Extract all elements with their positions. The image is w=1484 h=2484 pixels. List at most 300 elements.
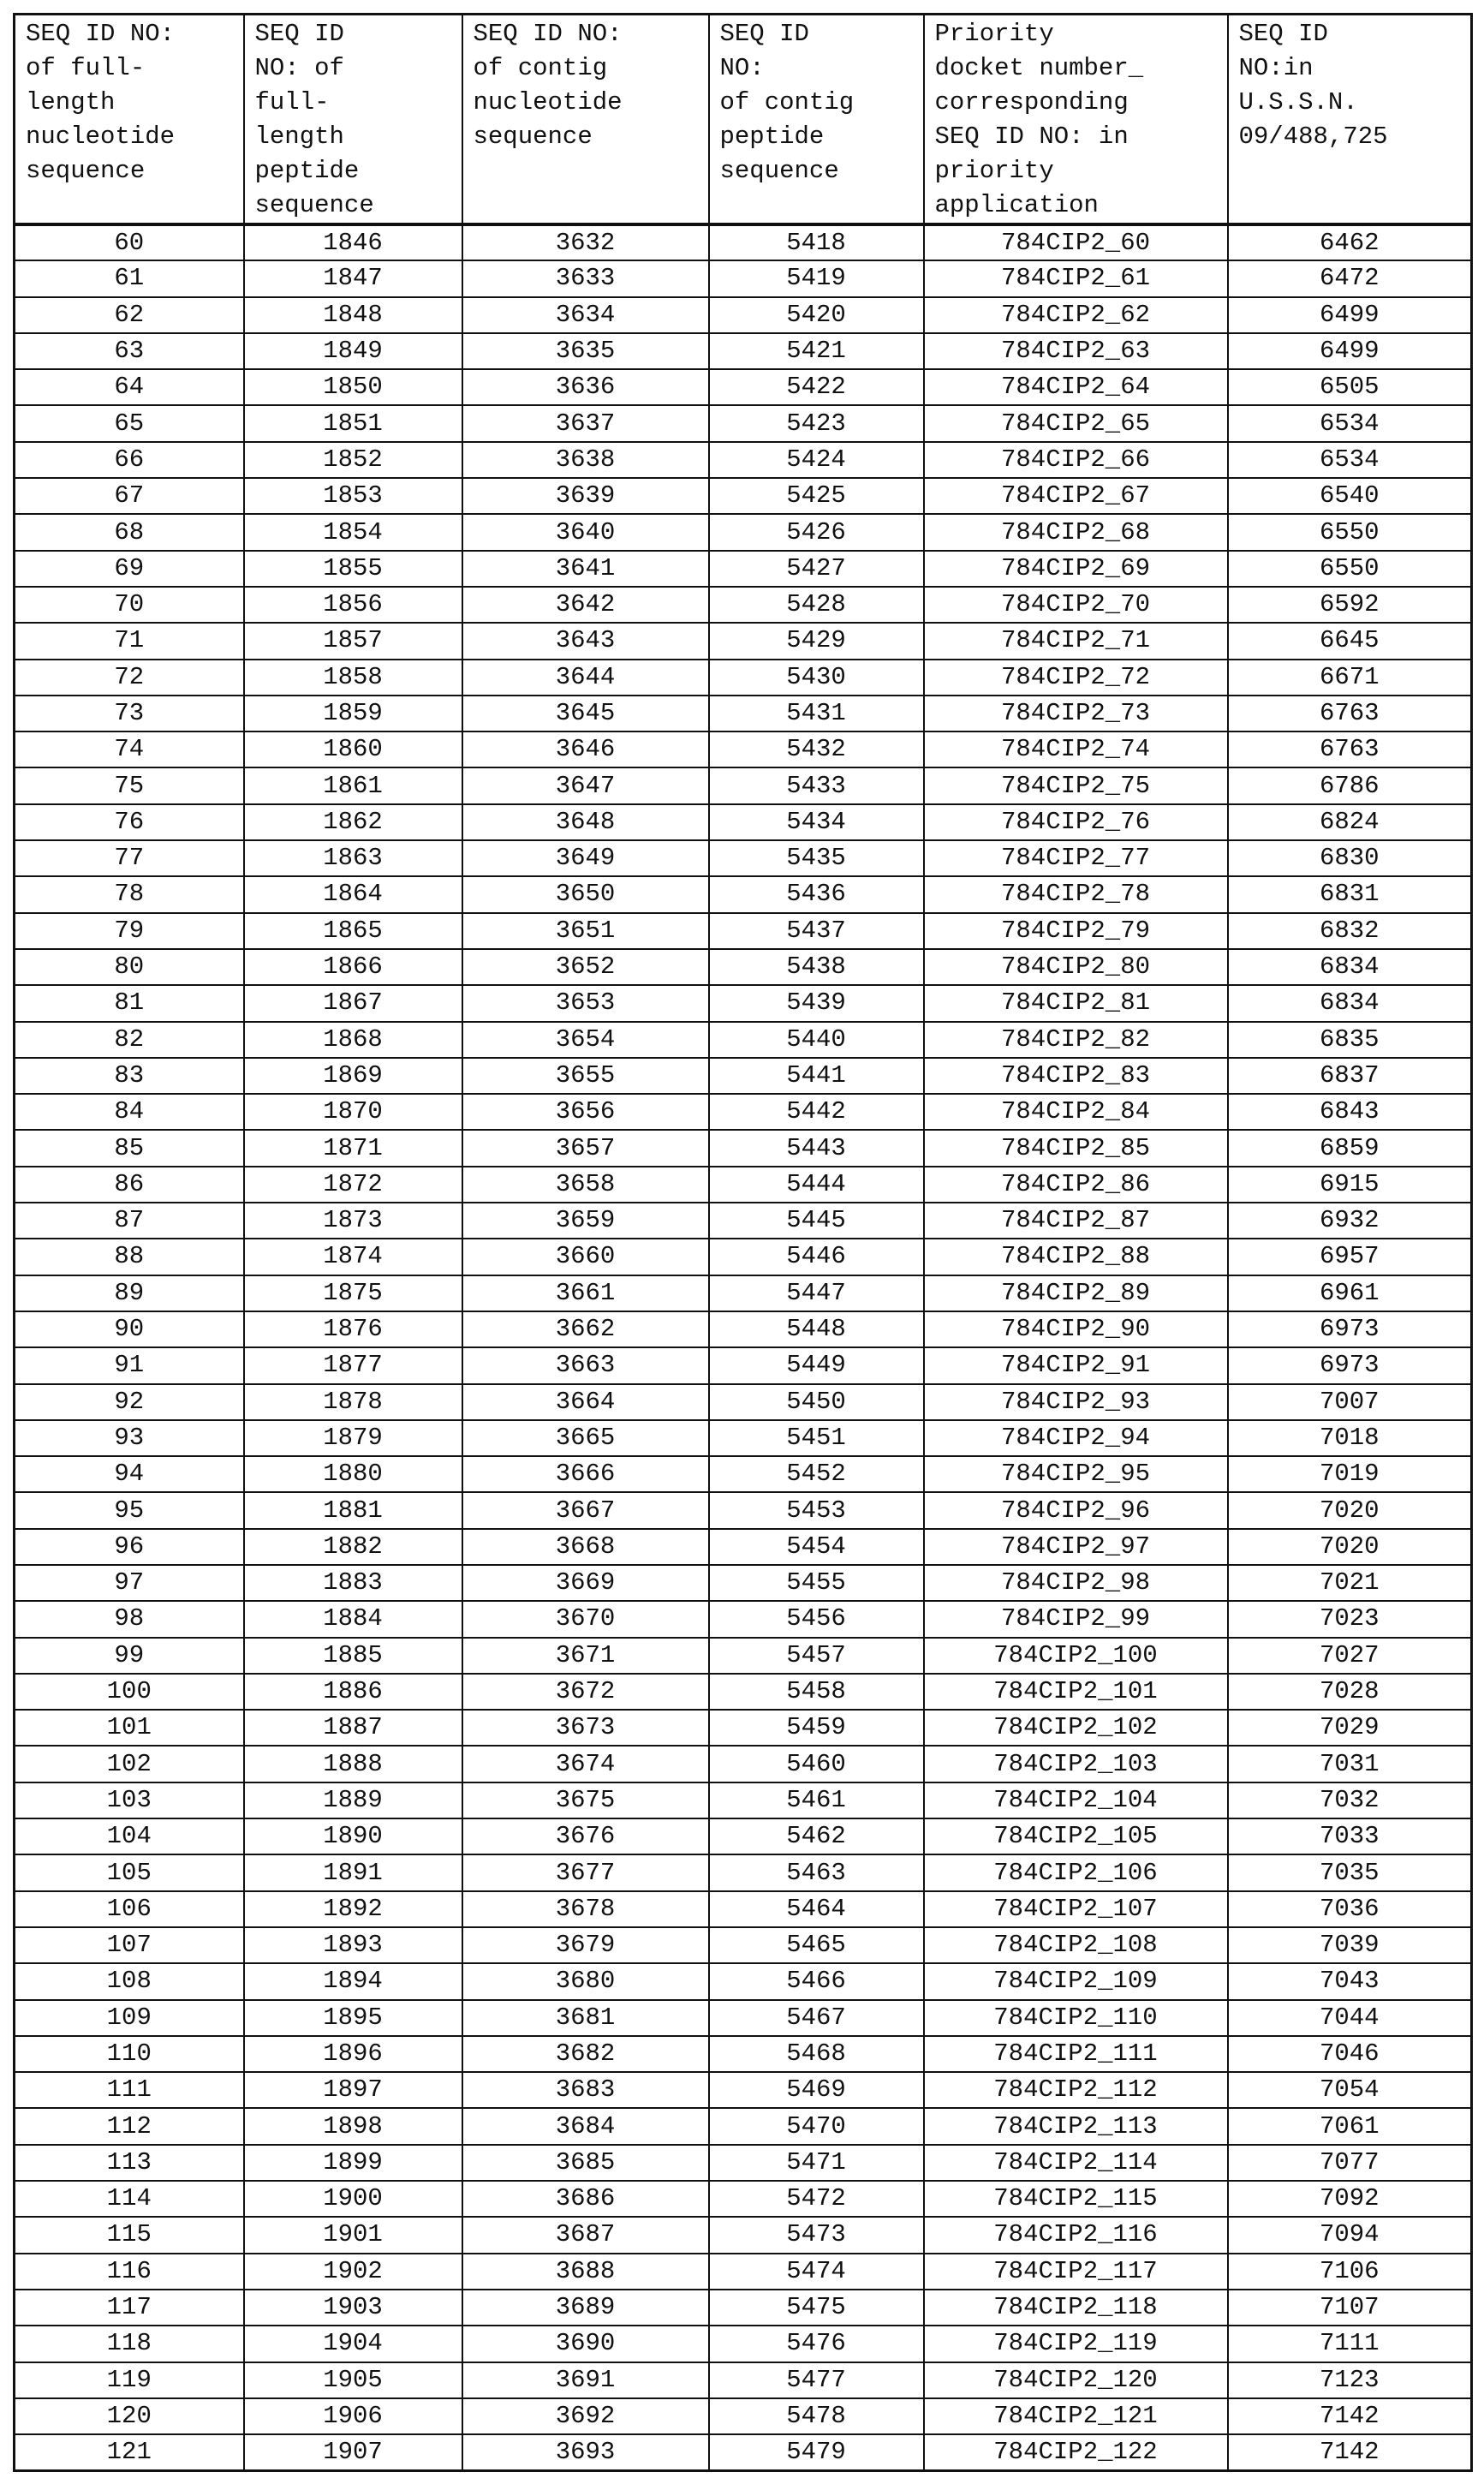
ussn-seq-id-cell: 6932 — [1228, 1203, 1472, 1239]
table-row — [15, 696, 1472, 731]
contig-peptide-cell: 5448 — [709, 1311, 924, 1347]
contig-peptide-cell: 5430 — [709, 660, 924, 696]
contig-nucleotide-cell: 3635 — [462, 333, 709, 369]
full-length-peptide-cell: 1885 — [244, 1638, 462, 1674]
full-length-nucleotide-cell: 88 — [15, 1239, 244, 1275]
full-length-peptide-cell: 1876 — [244, 1311, 462, 1347]
contig-peptide-cell: 5451 — [709, 1420, 924, 1456]
contig-nucleotide-cell: 3666 — [462, 1456, 709, 1492]
full-length-nucleotide-cell: 83 — [15, 1058, 244, 1094]
contig-nucleotide-cell: 3647 — [462, 767, 709, 803]
contig-peptide-cell: 5477 — [709, 2362, 924, 2398]
contig-nucleotide-cell: 3682 — [462, 2036, 709, 2072]
table-row — [15, 2145, 1472, 2181]
contig-peptide-cell: 5440 — [709, 1022, 924, 1058]
table-row — [15, 1746, 1472, 1782]
table-row — [15, 2108, 1472, 2144]
ussn-seq-id-cell: 6973 — [1228, 1311, 1472, 1347]
priority-docket-cell: 784CIP2_64 — [924, 369, 1228, 405]
contig-nucleotide-cell: 3665 — [462, 1420, 709, 1456]
contig-nucleotide-cell: 3668 — [462, 1529, 709, 1565]
header-contig-peptide: SEQ ID NO: of contig peptide sequence — [709, 15, 924, 225]
priority-docket-cell: 784CIP2_68 — [924, 514, 1228, 550]
contig-nucleotide-cell: 3641 — [462, 551, 709, 587]
full-length-peptide-cell: 1884 — [244, 1601, 462, 1637]
priority-docket-cell: 784CIP2_74 — [924, 731, 1228, 767]
table-row — [15, 551, 1472, 587]
ussn-seq-id-cell: 7031 — [1228, 1746, 1472, 1782]
full-length-nucleotide-cell: 108 — [15, 1963, 244, 1999]
header-ussn-seq-id: SEQ ID NO:in U.S.S.N. 09/488,725 — [1228, 15, 1472, 225]
contig-peptide-cell: 5445 — [709, 1203, 924, 1239]
ussn-seq-id-cell: 7142 — [1228, 2398, 1472, 2434]
priority-docket-cell: 784CIP2_106 — [924, 1854, 1228, 1890]
contig-nucleotide-cell: 3669 — [462, 1565, 709, 1601]
ussn-seq-id-cell: 6973 — [1228, 1347, 1472, 1383]
contig-peptide-cell: 5459 — [709, 1710, 924, 1746]
table-row — [15, 297, 1472, 333]
full-length-nucleotide-cell: 92 — [15, 1384, 244, 1420]
priority-docket-cell: 784CIP2_114 — [924, 2145, 1228, 2181]
contig-peptide-cell: 5460 — [709, 1746, 924, 1782]
full-length-peptide-cell: 1888 — [244, 1746, 462, 1782]
table-row — [15, 2362, 1472, 2398]
full-length-nucleotide-cell: 94 — [15, 1456, 244, 1492]
table-row — [15, 1565, 1472, 1601]
priority-docket-cell: 784CIP2_107 — [924, 1891, 1228, 1927]
contig-nucleotide-cell: 3648 — [462, 804, 709, 840]
priority-docket-cell: 784CIP2_85 — [924, 1130, 1228, 1166]
contig-nucleotide-cell: 3632 — [462, 224, 709, 260]
full-length-peptide-cell: 1902 — [244, 2254, 462, 2290]
full-length-peptide-cell: 1856 — [244, 587, 462, 623]
full-length-peptide-cell: 1894 — [244, 1963, 462, 1999]
ussn-seq-id-cell: 6645 — [1228, 623, 1472, 659]
table-row — [15, 1782, 1472, 1818]
full-length-nucleotide-cell: 104 — [15, 1818, 244, 1854]
full-length-nucleotide-cell: 71 — [15, 623, 244, 659]
table-row — [15, 514, 1472, 550]
full-length-nucleotide-cell: 101 — [15, 1710, 244, 1746]
contig-peptide-cell: 5444 — [709, 1167, 924, 1203]
full-length-peptide-cell: 1847 — [244, 260, 462, 296]
contig-nucleotide-cell: 3634 — [462, 297, 709, 333]
ussn-seq-id-cell: 6671 — [1228, 660, 1472, 696]
full-length-peptide-cell: 1865 — [244, 913, 462, 949]
contig-peptide-cell: 5424 — [709, 442, 924, 478]
full-length-peptide-cell: 1901 — [244, 2217, 462, 2253]
full-length-nucleotide-cell: 64 — [15, 369, 244, 405]
full-length-peptide-cell: 1871 — [244, 1130, 462, 1166]
full-length-nucleotide-cell: 91 — [15, 1347, 244, 1383]
ussn-seq-id-cell: 7018 — [1228, 1420, 1472, 1456]
table-row — [15, 2072, 1472, 2108]
contig-peptide-cell: 5441 — [709, 1058, 924, 1094]
contig-peptide-cell: 5420 — [709, 297, 924, 333]
full-length-peptide-cell: 1906 — [244, 2398, 462, 2434]
ussn-seq-id-cell: 7107 — [1228, 2290, 1472, 2326]
ussn-seq-id-cell: 6834 — [1228, 949, 1472, 985]
ussn-seq-id-cell: 6550 — [1228, 551, 1472, 587]
contig-nucleotide-cell: 3673 — [462, 1710, 709, 1746]
contig-nucleotide-cell: 3683 — [462, 2072, 709, 2108]
full-length-nucleotide-cell: 109 — [15, 2000, 244, 2036]
table-row — [15, 1710, 1472, 1746]
contig-nucleotide-cell: 3690 — [462, 2326, 709, 2362]
contig-peptide-cell: 5426 — [709, 514, 924, 550]
contig-nucleotide-cell: 3659 — [462, 1203, 709, 1239]
full-length-peptide-cell: 1891 — [244, 1854, 462, 1890]
ussn-seq-id-cell: 7123 — [1228, 2362, 1472, 2398]
priority-docket-cell: 784CIP2_95 — [924, 1456, 1228, 1492]
ussn-seq-id-cell: 6786 — [1228, 767, 1472, 803]
ussn-seq-id-cell: 7077 — [1228, 2145, 1472, 2181]
table-row — [15, 478, 1472, 514]
full-length-nucleotide-cell: 118 — [15, 2326, 244, 2362]
full-length-peptide-cell: 1859 — [244, 696, 462, 731]
table-row — [15, 1963, 1472, 1999]
priority-docket-cell: 784CIP2_118 — [924, 2290, 1228, 2326]
priority-docket-cell: 784CIP2_63 — [924, 333, 1228, 369]
contig-nucleotide-cell: 3687 — [462, 2217, 709, 2253]
full-length-nucleotide-cell: 81 — [15, 985, 244, 1021]
full-length-nucleotide-cell: 61 — [15, 260, 244, 296]
priority-docket-cell: 784CIP2_96 — [924, 1492, 1228, 1528]
priority-docket-cell: 784CIP2_65 — [924, 405, 1228, 441]
full-length-peptide-cell: 1872 — [244, 1167, 462, 1203]
ussn-seq-id-cell: 6843 — [1228, 1094, 1472, 1130]
full-length-peptide-cell: 1857 — [244, 623, 462, 659]
full-length-peptide-cell: 1895 — [244, 2000, 462, 2036]
contig-peptide-cell: 5452 — [709, 1456, 924, 1492]
contig-peptide-cell: 5469 — [709, 2072, 924, 2108]
table-row — [15, 1347, 1472, 1383]
contig-peptide-cell: 5474 — [709, 2254, 924, 2290]
priority-docket-cell: 784CIP2_101 — [924, 1674, 1228, 1710]
full-length-nucleotide-cell: 84 — [15, 1094, 244, 1130]
contig-peptide-cell: 5450 — [709, 1384, 924, 1420]
table-row — [15, 1167, 1472, 1203]
full-length-nucleotide-cell: 72 — [15, 660, 244, 696]
full-length-peptide-cell: 1882 — [244, 1529, 462, 1565]
priority-docket-cell: 784CIP2_117 — [924, 2254, 1228, 2290]
ussn-seq-id-cell: 7054 — [1228, 2072, 1472, 2108]
contig-nucleotide-cell: 3678 — [462, 1891, 709, 1927]
full-length-peptide-cell: 1886 — [244, 1674, 462, 1710]
table-row — [15, 876, 1472, 912]
contig-nucleotide-cell: 3679 — [462, 1927, 709, 1963]
contig-nucleotide-cell: 3672 — [462, 1674, 709, 1710]
table-row — [15, 2254, 1472, 2290]
full-length-nucleotide-cell: 67 — [15, 478, 244, 514]
table-row — [15, 1058, 1472, 1094]
contig-peptide-cell: 5423 — [709, 405, 924, 441]
full-length-nucleotide-cell: 80 — [15, 949, 244, 985]
contig-nucleotide-cell: 3663 — [462, 1347, 709, 1383]
table-row — [15, 333, 1472, 369]
contig-nucleotide-cell: 3660 — [462, 1239, 709, 1275]
table-row — [15, 1601, 1472, 1637]
contig-nucleotide-cell: 3646 — [462, 731, 709, 767]
ussn-seq-id-cell: 7021 — [1228, 1565, 1472, 1601]
full-length-nucleotide-cell: 99 — [15, 1638, 244, 1674]
full-length-peptide-cell: 1853 — [244, 478, 462, 514]
priority-docket-cell: 784CIP2_79 — [924, 913, 1228, 949]
full-length-peptide-cell: 1863 — [244, 840, 462, 876]
contig-peptide-cell: 5421 — [709, 333, 924, 369]
contig-peptide-cell: 5443 — [709, 1130, 924, 1166]
full-length-peptide-cell: 1870 — [244, 1094, 462, 1130]
priority-docket-cell: 784CIP2_69 — [924, 551, 1228, 587]
ussn-seq-id-cell: 6534 — [1228, 442, 1472, 478]
contig-peptide-cell: 5478 — [709, 2398, 924, 2434]
full-length-nucleotide-cell: 103 — [15, 1782, 244, 1818]
full-length-peptide-cell: 1879 — [244, 1420, 462, 1456]
priority-docket-cell: 784CIP2_71 — [924, 623, 1228, 659]
contig-peptide-cell: 5432 — [709, 731, 924, 767]
table-row — [15, 1674, 1472, 1710]
full-length-nucleotide-cell: 90 — [15, 1311, 244, 1347]
table-row — [15, 1927, 1472, 1963]
contig-nucleotide-cell: 3681 — [462, 2000, 709, 2036]
ussn-seq-id-cell: 6824 — [1228, 804, 1472, 840]
ussn-seq-id-cell: 7029 — [1228, 1710, 1472, 1746]
contig-nucleotide-cell: 3649 — [462, 840, 709, 876]
full-length-peptide-cell: 1896 — [244, 2036, 462, 2072]
priority-docket-cell: 784CIP2_78 — [924, 876, 1228, 912]
full-length-nucleotide-cell: 70 — [15, 587, 244, 623]
contig-nucleotide-cell: 3674 — [462, 1746, 709, 1782]
table-row — [15, 731, 1472, 767]
table-row — [15, 2398, 1472, 2434]
full-length-peptide-cell: 1907 — [244, 2434, 462, 2470]
priority-docket-cell: 784CIP2_122 — [924, 2434, 1228, 2470]
priority-docket-cell: 784CIP2_82 — [924, 1022, 1228, 1058]
contig-peptide-cell: 5437 — [709, 913, 924, 949]
full-length-nucleotide-cell: 79 — [15, 913, 244, 949]
table-row — [15, 2217, 1472, 2253]
full-length-nucleotide-cell: 121 — [15, 2434, 244, 2470]
contig-peptide-cell: 5433 — [709, 767, 924, 803]
table-row — [15, 369, 1472, 405]
full-length-nucleotide-cell: 96 — [15, 1529, 244, 1565]
table-row — [15, 587, 1472, 623]
full-length-peptide-cell: 1899 — [244, 2145, 462, 2181]
priority-docket-cell: 784CIP2_115 — [924, 2181, 1228, 2217]
full-length-nucleotide-cell: 110 — [15, 2036, 244, 2072]
table-row — [15, 2000, 1472, 2036]
priority-docket-cell: 784CIP2_62 — [924, 297, 1228, 333]
priority-docket-cell: 784CIP2_109 — [924, 1963, 1228, 1999]
table-row — [15, 2181, 1472, 2217]
contig-peptide-cell: 5461 — [709, 1782, 924, 1818]
full-length-peptide-cell: 1905 — [244, 2362, 462, 2398]
contig-nucleotide-cell: 3637 — [462, 405, 709, 441]
contig-peptide-cell: 5465 — [709, 1927, 924, 1963]
priority-docket-cell: 784CIP2_110 — [924, 2000, 1228, 2036]
ussn-seq-id-cell: 7061 — [1228, 2108, 1472, 2144]
priority-docket-cell: 784CIP2_89 — [924, 1275, 1228, 1311]
priority-docket-cell: 784CIP2_100 — [924, 1638, 1228, 1674]
full-length-peptide-cell: 1848 — [244, 297, 462, 333]
table-row — [15, 2434, 1472, 2470]
table-row — [15, 767, 1472, 803]
contig-nucleotide-cell: 3654 — [462, 1022, 709, 1058]
contig-peptide-cell: 5466 — [709, 1963, 924, 1999]
table-row — [15, 623, 1472, 659]
table-row — [15, 405, 1472, 441]
table-row — [15, 1456, 1472, 1492]
table-row — [15, 2290, 1472, 2326]
contig-nucleotide-cell: 3642 — [462, 587, 709, 623]
priority-docket-cell: 784CIP2_76 — [924, 804, 1228, 840]
priority-docket-cell: 784CIP2_60 — [924, 224, 1228, 260]
full-length-nucleotide-cell: 95 — [15, 1492, 244, 1528]
full-length-peptide-cell: 1867 — [244, 985, 462, 1021]
full-length-nucleotide-cell: 60 — [15, 224, 244, 260]
header-row — [15, 15, 1472, 225]
contig-nucleotide-cell: 3670 — [462, 1601, 709, 1637]
priority-docket-cell: 784CIP2_87 — [924, 1203, 1228, 1239]
contig-nucleotide-cell: 3636 — [462, 369, 709, 405]
priority-docket-cell: 784CIP2_88 — [924, 1239, 1228, 1275]
table-row — [15, 660, 1472, 696]
priority-docket-cell: 784CIP2_119 — [924, 2326, 1228, 2362]
table-row — [15, 1420, 1472, 1456]
full-length-nucleotide-cell: 73 — [15, 696, 244, 731]
full-length-nucleotide-cell: 100 — [15, 1674, 244, 1710]
ussn-seq-id-cell: 6472 — [1228, 260, 1472, 296]
ussn-seq-id-cell: 6540 — [1228, 478, 1472, 514]
full-length-nucleotide-cell: 62 — [15, 297, 244, 333]
full-length-nucleotide-cell: 120 — [15, 2398, 244, 2434]
full-length-peptide-cell: 1852 — [244, 442, 462, 478]
contig-peptide-cell: 5467 — [709, 2000, 924, 2036]
full-length-peptide-cell: 1892 — [244, 1891, 462, 1927]
contig-nucleotide-cell: 3664 — [462, 1384, 709, 1420]
full-length-nucleotide-cell: 85 — [15, 1130, 244, 1166]
full-length-nucleotide-cell: 115 — [15, 2217, 244, 2253]
full-length-nucleotide-cell: 114 — [15, 2181, 244, 2217]
full-length-peptide-cell: 1890 — [244, 1818, 462, 1854]
contig-nucleotide-cell: 3676 — [462, 1818, 709, 1854]
full-length-nucleotide-cell: 105 — [15, 1854, 244, 1890]
ussn-seq-id-cell: 6957 — [1228, 1239, 1472, 1275]
contig-peptide-cell: 5468 — [709, 2036, 924, 2072]
ussn-seq-id-cell: 7033 — [1228, 1818, 1472, 1854]
ussn-seq-id-cell: 6837 — [1228, 1058, 1472, 1094]
contig-nucleotide-cell: 3639 — [462, 478, 709, 514]
sequence-id-table — [13, 13, 1473, 2472]
table-row — [15, 1275, 1472, 1311]
table-row — [15, 224, 1472, 260]
contig-peptide-cell: 5429 — [709, 623, 924, 659]
ussn-seq-id-cell: 7027 — [1228, 1638, 1472, 1674]
ussn-seq-id-cell: 6763 — [1228, 731, 1472, 767]
ussn-seq-id-cell: 6499 — [1228, 297, 1472, 333]
full-length-nucleotide-cell: 89 — [15, 1275, 244, 1311]
full-length-peptide-cell: 1860 — [244, 731, 462, 767]
ussn-seq-id-cell: 6534 — [1228, 405, 1472, 441]
priority-docket-cell: 784CIP2_90 — [924, 1311, 1228, 1347]
table-body — [15, 224, 1472, 2470]
ussn-seq-id-cell: 7039 — [1228, 1927, 1472, 1963]
full-length-peptide-cell: 1898 — [244, 2108, 462, 2144]
full-length-peptide-cell: 1866 — [244, 949, 462, 985]
contig-nucleotide-cell: 3657 — [462, 1130, 709, 1166]
full-length-nucleotide-cell: 97 — [15, 1565, 244, 1601]
ussn-seq-id-cell: 6835 — [1228, 1022, 1472, 1058]
contig-peptide-cell: 5457 — [709, 1638, 924, 1674]
priority-docket-cell: 784CIP2_103 — [924, 1746, 1228, 1782]
full-length-nucleotide-cell: 82 — [15, 1022, 244, 1058]
priority-docket-cell: 784CIP2_102 — [924, 1710, 1228, 1746]
ussn-seq-id-cell: 6915 — [1228, 1167, 1472, 1203]
full-length-peptide-cell: 1846 — [244, 224, 462, 260]
full-length-nucleotide-cell: 107 — [15, 1927, 244, 1963]
table-row — [15, 985, 1472, 1021]
header-priority-docket: Priority docket number_ corresponding SEQ ID NO: in priority application — [924, 15, 1228, 225]
table-row — [15, 949, 1472, 985]
contig-nucleotide-cell: 3653 — [462, 985, 709, 1021]
full-length-nucleotide-cell: 113 — [15, 2145, 244, 2181]
header-full-length-peptide: SEQ ID NO: of full- length peptide sequence — [244, 15, 462, 225]
full-length-peptide-cell: 1878 — [244, 1384, 462, 1420]
full-length-nucleotide-cell: 75 — [15, 767, 244, 803]
contig-nucleotide-cell: 3691 — [462, 2362, 709, 2398]
header-contig-nucleotide: SEQ ID NO: of contig nucleotide sequence — [462, 15, 709, 225]
full-length-peptide-cell: 1875 — [244, 1275, 462, 1311]
contig-nucleotide-cell: 3685 — [462, 2145, 709, 2181]
contig-peptide-cell: 5434 — [709, 804, 924, 840]
contig-nucleotide-cell: 3650 — [462, 876, 709, 912]
contig-peptide-cell: 5438 — [709, 949, 924, 985]
full-length-nucleotide-cell: 102 — [15, 1746, 244, 1782]
table-row — [15, 913, 1472, 949]
table-row — [15, 1130, 1472, 1166]
priority-docket-cell: 784CIP2_98 — [924, 1565, 1228, 1601]
ussn-seq-id-cell: 7020 — [1228, 1492, 1472, 1528]
contig-nucleotide-cell: 3658 — [462, 1167, 709, 1203]
full-length-nucleotide-cell: 77 — [15, 840, 244, 876]
ussn-seq-id-cell: 7092 — [1228, 2181, 1472, 2217]
contig-peptide-cell: 5446 — [709, 1239, 924, 1275]
table-row — [15, 1638, 1472, 1674]
ussn-seq-id-cell: 6505 — [1228, 369, 1472, 405]
contig-peptide-cell: 5439 — [709, 985, 924, 1021]
contig-peptide-cell: 5418 — [709, 224, 924, 260]
contig-peptide-cell: 5442 — [709, 1094, 924, 1130]
ussn-seq-id-cell: 6859 — [1228, 1130, 1472, 1166]
priority-docket-cell: 784CIP2_91 — [924, 1347, 1228, 1383]
full-length-nucleotide-cell: 93 — [15, 1420, 244, 1456]
contig-peptide-cell: 5479 — [709, 2434, 924, 2470]
ussn-seq-id-cell: 7036 — [1228, 1891, 1472, 1927]
priority-docket-cell: 784CIP2_93 — [924, 1384, 1228, 1420]
full-length-peptide-cell: 1903 — [244, 2290, 462, 2326]
ussn-seq-id-cell: 6831 — [1228, 876, 1472, 912]
contig-nucleotide-cell: 3638 — [462, 442, 709, 478]
priority-docket-cell: 784CIP2_81 — [924, 985, 1228, 1021]
table-row — [15, 1529, 1472, 1565]
full-length-peptide-cell: 1897 — [244, 2072, 462, 2108]
priority-docket-cell: 784CIP2_116 — [924, 2217, 1228, 2253]
contig-peptide-cell: 5431 — [709, 696, 924, 731]
priority-docket-cell: 784CIP2_112 — [924, 2072, 1228, 2108]
table-row — [15, 1203, 1472, 1239]
full-length-nucleotide-cell: 111 — [15, 2072, 244, 2108]
full-length-peptide-cell: 1900 — [244, 2181, 462, 2217]
